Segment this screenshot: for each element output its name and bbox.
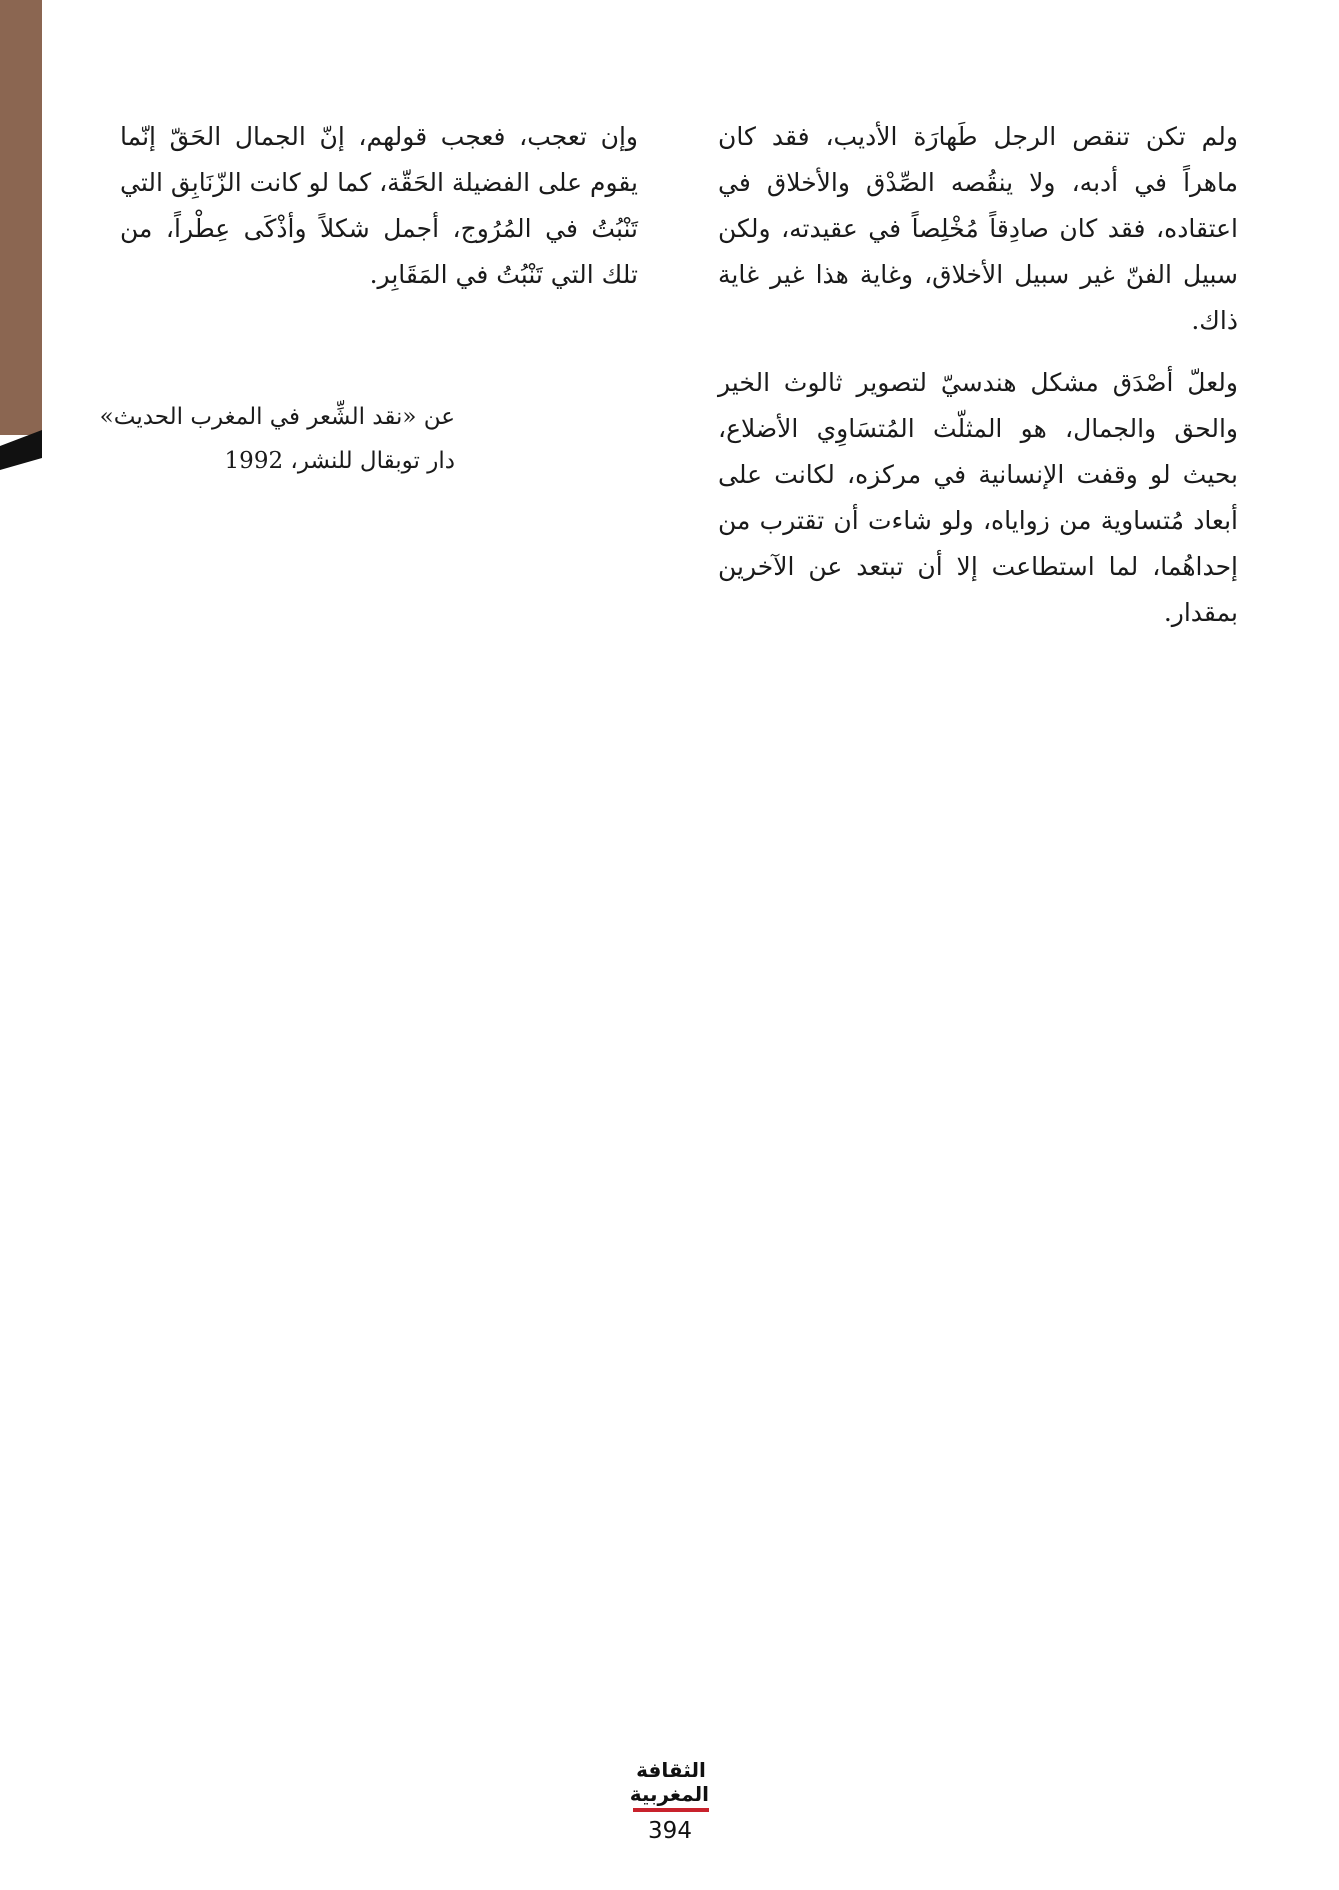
logo-text-top: الثقافة — [636, 1758, 706, 1782]
logo-text-bottom: المغربية — [629, 1782, 709, 1806]
article-paragraph: وإن تعجب، فعجب قولهم، إنّ الجمال الحَقّ إنّما يقوم على الفضيلة الحَقّة، كما لو كانت الزّنَابِق التي تَنْبُتُ في المُرُوج، أجمل شكلاً وأذْكَى عِطْراً، من تلك التي تَنْبُتُ في المَقَابِر. — [120, 122, 638, 289]
source-publisher: دار توبقال للنشر، 1992 — [224, 448, 455, 474]
article-paragraph: ولم تكن تنقص الرجل طَهارَة الأديب، فقد كان ماهراً في أدبه، ولا ينقُصه الصِّدْق والأخلاق في اعتقاده، فقد كان صادِقاً مُخْلِصاً في عقيدته، ولكن سبيل الفنّ غير سبيل الأخلاق، وغاية هذا غير غاية ذاك. — [718, 122, 1238, 335]
logo-underline-bar — [633, 1808, 709, 1812]
article-paragraph: ولعلّ أصْدَق مشكل هندسيّ لتصوير ثالوث الخير والحق والجمال، هو المثلّث المُتسَاوِي الأضلاع، بحيث لو وقفت الإنسانية في مركزه، لكانت على أبعاد مُتساوية من زواياه، ولو شاءت أن تقترب من إحداهُما، لما استطاعت إلا أن تبتعد عن الآخرين بمقدار. — [718, 368, 1238, 627]
magazine-logo — [629, 1758, 709, 1814]
page-edge-color-strip — [0, 0, 42, 435]
source-citation — [99, 395, 455, 483]
article-left-column — [120, 114, 638, 314]
article-right-column — [718, 114, 1238, 652]
page-number: 394 — [648, 1818, 692, 1844]
page-edge-black-mark — [0, 430, 42, 470]
source-title: عن «نقد الشِّعر في المغرب الحديث» — [99, 404, 455, 430]
